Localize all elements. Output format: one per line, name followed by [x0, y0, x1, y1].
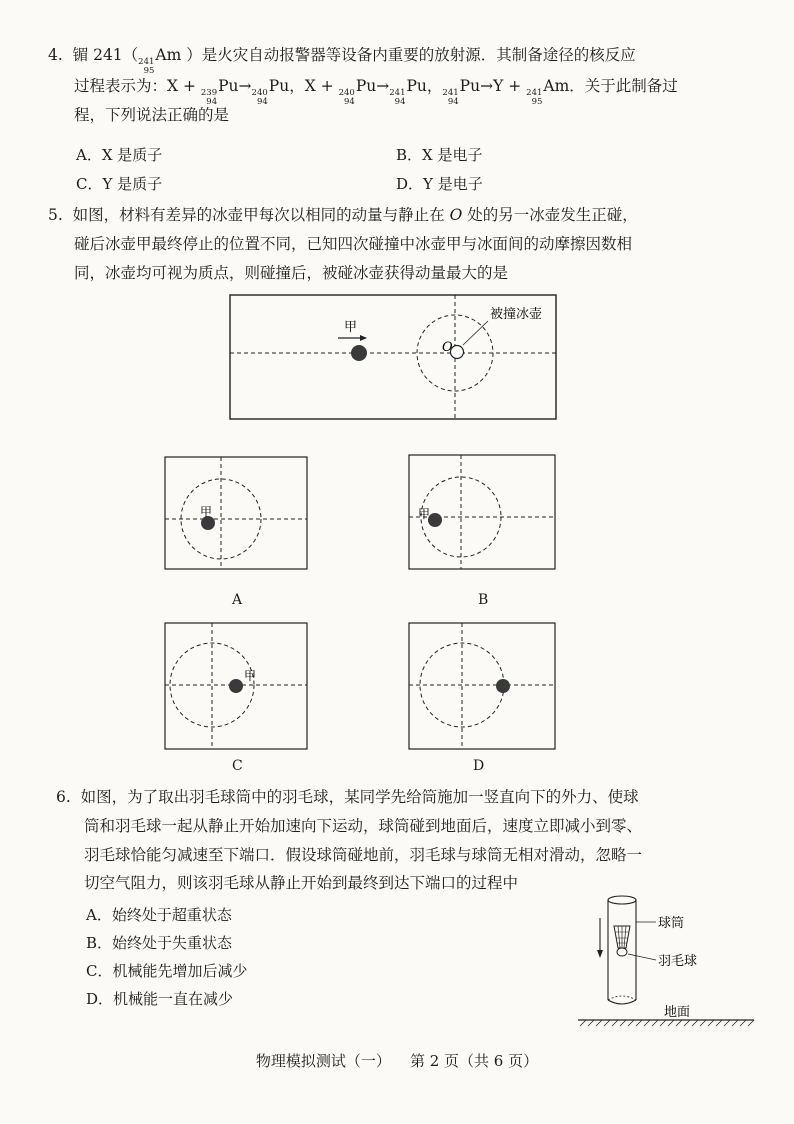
svg-text:甲: 甲	[418, 507, 431, 521]
shuttlecock-icon	[614, 926, 630, 956]
q6-line-2: 筒和羽毛球一起从静止开始加速向下运动，球筒碰到地面后，速度立即减小到零、	[84, 817, 643, 835]
q6-line-1: 6. 如图，为了取出羽毛球筒中的羽毛球，某同学先给筒施加一竖直向下的外力、使球	[56, 788, 639, 806]
leader-line	[463, 321, 488, 345]
q5-number: 5.	[48, 206, 63, 224]
q6-option-b: B．始终处于失重状态	[86, 934, 233, 952]
panel-b-stone-jia	[428, 513, 442, 527]
label-tube: 球筒	[658, 916, 685, 931]
label-o: O	[442, 340, 453, 355]
q6-line-4: 切空气阻力，则该羽毛球从静止开始到最终到达下端口的过程中	[84, 874, 519, 892]
label-struck-stone: 被撞冰壶	[490, 307, 543, 322]
q5-line-3: 同，冰壶均可视为质点，则碰撞后，被碰冰壶获得动量最大的是	[74, 264, 509, 282]
panel-d-label: D	[473, 758, 485, 774]
q4-option-c: C．Y 是质子	[76, 175, 163, 193]
footer-page-number: 第 2 页（共 6 页）	[409, 1052, 539, 1070]
q4-option-b: B．X 是电子	[396, 146, 483, 164]
q4-number: 4.	[48, 46, 63, 64]
label-shuttlecock: 羽毛球	[658, 954, 698, 969]
panel-a-label: A	[232, 592, 243, 608]
panel-c-stone-jia	[229, 679, 243, 693]
panel-b-figure	[408, 454, 558, 572]
velocity-arrow-head	[360, 335, 367, 341]
panel-c-label: C	[232, 758, 243, 774]
panel-c-figure	[164, 622, 310, 752]
tube-top-rim	[608, 896, 636, 904]
tube-bottom-rim	[608, 1000, 636, 1004]
label-jia: 甲	[344, 320, 358, 335]
footer-subject: 物理模拟测试（一）	[255, 1052, 391, 1070]
shuttle-tube-figure	[574, 888, 760, 1028]
panel-d-figure	[408, 622, 558, 752]
q4-line-3: 程，下列说法正确的是	[74, 106, 230, 124]
panel-d-stone-jia	[496, 679, 510, 693]
stone-jia	[351, 345, 367, 361]
q6-option-d: D．机械能一直在减少	[86, 990, 234, 1008]
q6-option-c: C．机械能先增加后减少	[86, 962, 248, 980]
label-ground: 地面	[664, 1005, 691, 1020]
q4-line-1: 4. 镅 241（ 241 95 Am ）是火灾自动报警器等设备内重要的放射源．其制备途径的核反应	[48, 46, 636, 76]
q6-option-a: A．始终处于超重状态	[86, 906, 232, 924]
ice-rink-figure	[226, 291, 560, 423]
down-arrow-head	[597, 950, 603, 958]
panel-b-label: B	[478, 592, 489, 608]
page-footer	[0, 1050, 794, 1071]
svg-text:甲: 甲	[244, 669, 257, 683]
panel-a-figure	[164, 456, 310, 572]
q4-line-2: 过程表示为：X + 239 94 Pu→ 240 94 Pu，X + 240 94 Pu→ 241 94 Pu， 241 94 Pu→Y + 241 95 Am．关于此制备过	[74, 77, 678, 107]
q5-line-1: 5. 如图，材料有差异的冰壶甲每次以相同的动量与静止在 O 处的另一冰壶发生正碰，	[48, 206, 638, 224]
am-nuclide-numbers: 241 95	[138, 57, 155, 76]
q5-line-2: 碰后冰壶甲最终停止的位置不同，已知四次碰撞中冰壶甲与冰面间的动摩擦因数相	[74, 235, 633, 253]
q4-option-a: A．X 是质子	[76, 146, 163, 164]
svg-text:甲: 甲	[200, 505, 213, 519]
q6-line-3: 羽毛球恰能匀减速至下端口．假设球筒碰地前，羽毛球与球筒无相对滑动，忽略一	[84, 846, 643, 864]
q6-number: 6.	[56, 788, 71, 806]
q4-option-d: D．Y 是电子	[396, 175, 483, 193]
ground-hatching	[580, 1020, 754, 1026]
